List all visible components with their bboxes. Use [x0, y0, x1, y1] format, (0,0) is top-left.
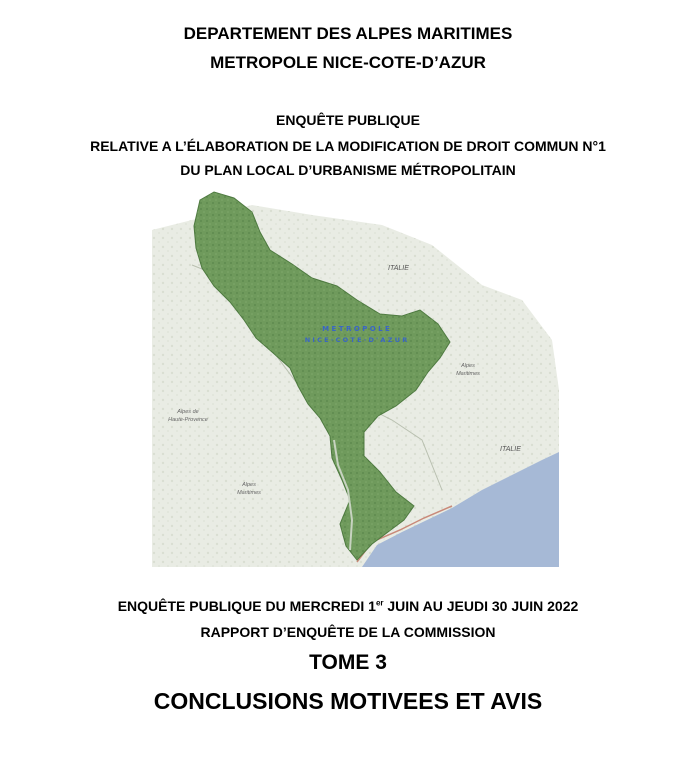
label-italie-east: ITALIE — [500, 446, 521, 453]
dates-after: JUIN AU JEUDI 30 JUIN 2022 — [383, 598, 579, 614]
label-ahp-1: Alpes de — [177, 409, 199, 415]
plu-title: DU PLAN LOCAL D’URBANISME MÉTROPOLITAIN — [180, 162, 516, 178]
report-title: RAPPORT D’ENQUÊTE DE LA COMMISSION — [200, 624, 496, 640]
enquete-title: ENQUÊTE PUBLIQUE — [276, 112, 420, 128]
label-var-1: Alpes — [242, 482, 256, 488]
department-title: DEPARTEMENT DES ALPES MARITIMES — [183, 24, 513, 43]
label-alpes-maritimes-1: Alpes — [461, 363, 475, 369]
label-metropole-2: N I C E · C O T E · D ' A Z U R — [304, 336, 408, 344]
relative-title: RELATIVE A L’ÉLABORATION DE LA MODIFICATION DE DROIT COMMUN N°1 — [90, 138, 606, 154]
label-italie-north: ITALIE — [388, 265, 409, 272]
label-ahp-2: Haute-Provence — [168, 417, 208, 423]
dates-before: ENQUÊTE PUBLIQUE DU MERCREDI 1 — [117, 598, 376, 614]
label-metropole-1: M E T R O P O L E — [322, 325, 390, 333]
dates-sup: er — [375, 598, 384, 608]
metropole-map — [152, 190, 559, 567]
label-var-2: Maritimes — [237, 490, 261, 496]
tome-title: TOME 3 — [309, 651, 387, 674]
enquete-dates — [0, 598, 696, 614]
metropole-title: METROPOLE NICE-COTE-D’AZUR — [210, 53, 486, 72]
label-alpes-maritimes-2: Maritimes — [456, 371, 480, 377]
conclusions-title: CONCLUSIONS MOTIVEES ET AVIS — [153, 688, 543, 714]
